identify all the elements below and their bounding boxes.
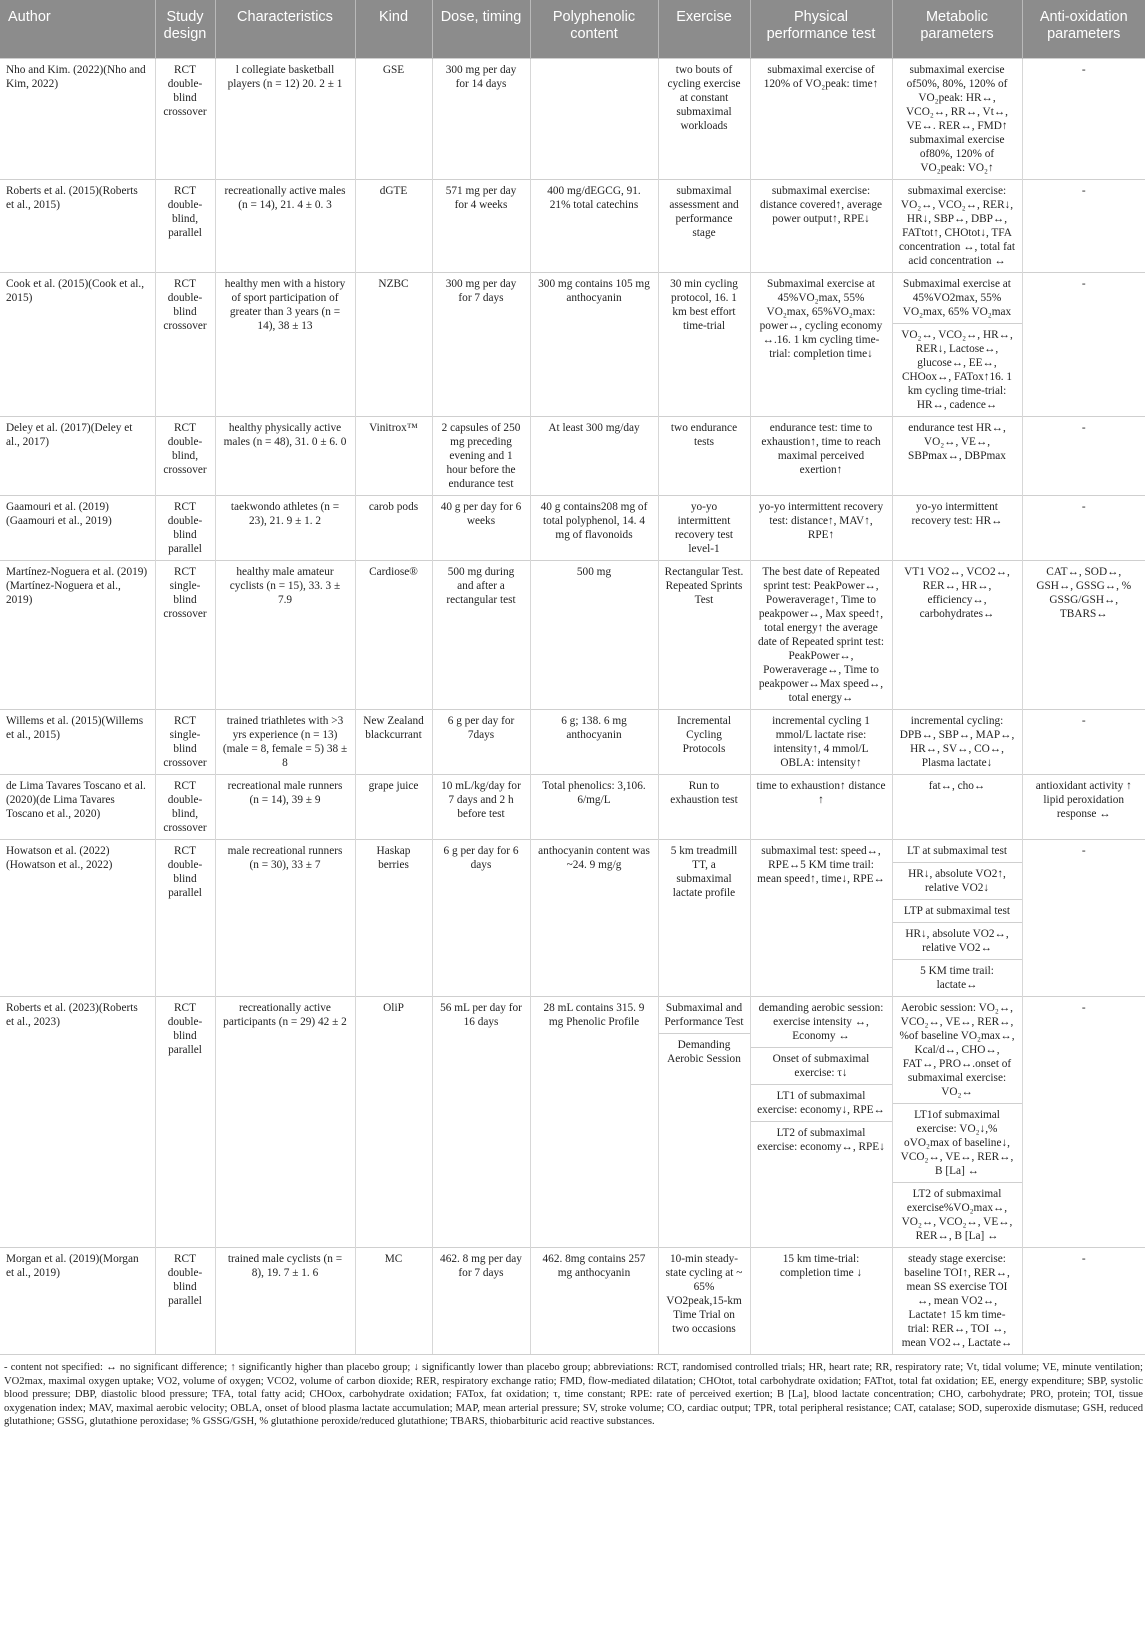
cell-metabolic-parameters-part: Aerobic session: VO₂↔, VCO₂↔, VE↔, RER↔, %of baseline VO₂max↔, Kcal/d↔, CHO↔, FAT↔, PRO↔.onset of submaximal exercise: VO₂↔	[899, 1002, 1015, 1098]
cell-characteristics: trained male cyclists (n = 8), 19. 7 ± 1. 6	[215, 1248, 355, 1355]
cell-dose-timing: 500 mg during and after a rectangular test	[432, 561, 530, 710]
cell-study-design: RCT double-blind crossover	[155, 59, 215, 180]
cell-metabolic-parameters-part: endurance test HR↔, VO₂↔, VE↔, SBPmax↔, DBPmax	[908, 422, 1006, 462]
table-row	[0, 997, 1145, 1248]
cell-polyphenolic-content: anthocyanin content was ~24. 9 mg/g	[530, 840, 658, 997]
cell-study-design: RCT double-blind parallel	[155, 496, 215, 561]
cell-kind: grape juice	[355, 775, 432, 840]
cell-metabolic-parameters-part: HR↓, absolute VO2↔, relative VO2↔	[893, 922, 1022, 959]
cell-metabolic-parameters-part: Submaximal exercise at 45%VO2max, 55% VO₂max, 65% VO₂max	[902, 278, 1012, 318]
cell-exercise-part: Demanding Aerobic Session	[659, 1033, 750, 1070]
cell-kind: Vinitrox™	[355, 417, 432, 496]
table-footnote: - content not specified: ↔ no significant difference; ↑ significantly higher than placebo group; ↓ significantly lower than placebo group; abbreviations: RCT, randomised controlled trials; HR, heart rate; RR, respiratory rate; Vt, tidal volume; VE, minute ventilation; VO2max, maximal oxygen uptake; VO2, volume of oxygen; VCO2, volume of carbon dioxide; RER, respiratory exchange ratio; FMD, flow-mediated dilatation; CHOtot, total carbohydrate oxidation; FATtot, total fat oxidation; EE, energy expenditure; SBP, systolic blood pressure; DBP, diastolic blood pressure; TFA, total fatty acid; CHOox, carbohydrate oxidation; FATox, fat oxidation; τ, time constant; RPE: rate of perceived exertion; B [La], blood lactate concentration; CHO, carbohydrate; PRO, protein; TOI, tissue oxygenation index; MAV, maximal aerobic velocity; OBLA, onset of blood plasma lactate accumulation; MAP, mean arterial pressure; SV, stroke volume; CO, cardiac output; TPR, total peripheral resistance; CAT, catalase; SOD, superoxide dismutase; GSH, reduced glutathione; GSSG, glutathione peroxidase; % GSSG/GSH, % glutathione peroxide/reduced glutathione; TBARS, thiobarbituric acid reactive substances.	[0, 1354, 1145, 1429]
cell-study-design: RCT double-blind parallel	[155, 840, 215, 997]
cell-dose-timing: 300 mg per day for 14 days	[432, 59, 530, 180]
cell-polyphenolic-content: 400 mg/dEGCG, 91. 21% total catechins	[530, 180, 658, 273]
cell-metabolic-parameters-part: LT1of submaximal exercise: VO₂↓,% oVO₂max of baseline↓, VCO₂↔, VE↔, RER↔, B [La] ↔	[893, 1103, 1022, 1182]
cell-polyphenolic-content: Total phenolics: 3,106. 6/mg/L	[530, 775, 658, 840]
cell-study-design: RCT double-blind parallel	[155, 997, 215, 1248]
cell-author: Martínez-Noguera et al. (2019)(Martínez-Noguera et al., 2019)	[0, 561, 155, 710]
cell-antioxidation-parameters: -	[1022, 496, 1145, 561]
cell-polyphenolic-content: 300 mg contains 105 mg anthocyanin	[530, 273, 658, 417]
cell-physical-performance	[750, 273, 892, 417]
cell-exercise: 30 min cycling protocol, 16. 1 km best effort time-trial	[658, 273, 750, 417]
table-row	[0, 1248, 1145, 1355]
cell-author: Roberts et al. (2015)(Roberts et al., 2015)	[0, 180, 155, 273]
cell-author: Nho and Kim. (2022)(Nho and Kim, 2022)	[0, 59, 155, 180]
cell-exercise: submaximal assessment and performance stage	[658, 180, 750, 273]
cell-physical-performance-part: Onset of submaximal exercise: τ↓	[751, 1047, 892, 1084]
cell-antioxidation-parameters: -	[1022, 997, 1145, 1248]
cell-kind: NZBC	[355, 273, 432, 417]
cell-characteristics: healthy physically active males (n = 48), 31. 0 ± 6. 0	[215, 417, 355, 496]
cell-characteristics: l collegiate basketball players (n = 12) 20. 2 ± 1	[215, 59, 355, 180]
header-author: Author	[0, 0, 155, 59]
cell-exercise-part: Submaximal and Performance Test	[664, 1002, 744, 1028]
cell-kind: Cardiose®	[355, 561, 432, 710]
cell-physical-performance-part: submaximal exercise: distance covered↑, average power output↑, RPE↓	[760, 185, 882, 225]
table-row	[0, 273, 1145, 417]
cell-physical-performance-part: The best date of Repeated sprint test: PeakPower↔, Poweraverage↑, Time to peakpower↔, Max speed↑, total energy↑ the average date of Repeated sprint test: PeakPower↔, Poweraverage↔, Time to peakpower↔Max speed↔, total energy↔	[757, 566, 885, 704]
cell-metabolic-parameters-part: LT at submaximal test	[906, 845, 1008, 857]
cell-kind: dGTE	[355, 180, 432, 273]
cell-physical-performance-part: endurance test: time to exhaustion↑, time to reach maximal perceived exertion↑	[761, 422, 881, 476]
header-antioxidation-parameters: Anti-oxidation parameters	[1022, 0, 1145, 59]
cell-characteristics: recreational male runners (n = 14), 39 ± 9	[215, 775, 355, 840]
cell-metabolic-parameters-part: submaximal exercise of50%, 80%, 120% of VO₂peak: HR↔, VCO₂↔, RR↔, Vt↔, VE↔. RER↔, FMD↑ submaximal exercise of80%, 120% of VO₂peak: VO₂↑	[906, 64, 1008, 174]
cell-study-design: RCT double-blind crossover	[155, 273, 215, 417]
cell-physical-performance	[750, 561, 892, 710]
cell-author: Gaamouri et al. (2019)(Gaamouri et al., 2019)	[0, 496, 155, 561]
cell-characteristics: male recreational runners (n = 30), 33 ± 7	[215, 840, 355, 997]
cell-author: Morgan et al. (2019)(Morgan et al., 2019)	[0, 1248, 155, 1355]
cell-exercise: yo-yo intermittent recovery test level-1	[658, 496, 750, 561]
cell-antioxidation-parameters: -	[1022, 180, 1145, 273]
cell-physical-performance	[750, 180, 892, 273]
cell-antioxidation-parameters: -	[1022, 710, 1145, 775]
cell-physical-performance-part: demanding aerobic session: exercise intensity ↔, Economy ↔	[758, 1002, 884, 1042]
header-exercise: Exercise	[658, 0, 750, 59]
cell-antioxidation-parameters: antioxidant activity ↑ lipid peroxidation response ↔	[1022, 775, 1145, 840]
cell-metabolic-parameters-part: VO₂↔, VCO₂↔, HR↔, RER↓, Lactose↔, glucose↔, EE↔, CHOox↔, FATox↑16. 1 km cycling time-trial: HR↔, cadence↔	[893, 323, 1022, 416]
cell-metabolic-parameters-part: LTP at submaximal test	[893, 899, 1022, 922]
cell-physical-performance	[750, 997, 892, 1248]
cell-metabolic-parameters	[892, 59, 1022, 180]
cell-characteristics: recreationally active participants (n = 29) 42 ± 2	[215, 997, 355, 1248]
cell-physical-performance-part: LT2 of submaximal exercise: economy↔, RPE↓	[751, 1121, 892, 1158]
cell-study-design: RCT double-blind, parallel	[155, 180, 215, 273]
cell-exercise: two bouts of cycling exercise at constant submaximal workloads	[658, 59, 750, 180]
cell-dose-timing: 6 g per day for 6 days	[432, 840, 530, 997]
cell-exercise: Rectangular Test. Repeated Sprints Test	[658, 561, 750, 710]
cell-polyphenolic-content	[530, 59, 658, 180]
cell-antioxidation-parameters: -	[1022, 417, 1145, 496]
cell-metabolic-parameters	[892, 840, 1022, 997]
cell-kind: OliP	[355, 997, 432, 1248]
cell-polyphenolic-content: 28 mL contains 315. 9 mg Phenolic Profile	[530, 997, 658, 1248]
header-row	[0, 0, 1145, 59]
cell-polyphenolic-content: 6 g; 138. 6 mg anthocyanin	[530, 710, 658, 775]
cell-kind: New Zealand blackcurrant	[355, 710, 432, 775]
cell-dose-timing: 10 mL/kg/day for 7 days and 2 h before test	[432, 775, 530, 840]
cell-polyphenolic-content: 40 g contains208 mg of total polyphenol, 14. 4 mg of flavonoids	[530, 496, 658, 561]
cell-metabolic-parameters-part: incremental cycling: DPB↔, SBP↔, MAP↔, HR↔, SV↔, CO↔, Plasma lactate↓	[899, 715, 1015, 769]
cell-kind: MC	[355, 1248, 432, 1355]
cell-dose-timing: 56 mL per day for 16 days	[432, 997, 530, 1248]
cell-characteristics: healthy men with a history of sport participation of greater than 3 years (n = 14), 38 ± 13	[215, 273, 355, 417]
table-row	[0, 710, 1145, 775]
cell-author: Willems et al. (2015)(Willems et al., 2015)	[0, 710, 155, 775]
header-physical-performance-test: Physical performance test	[750, 0, 892, 59]
cell-characteristics: recreationally active males (n = 14), 21. 4 ± 0. 3	[215, 180, 355, 273]
cell-exercise: Run to exhaustion test	[658, 775, 750, 840]
table-row	[0, 496, 1145, 561]
table-row	[0, 417, 1145, 496]
cell-physical-performance	[750, 496, 892, 561]
cell-antioxidation-parameters: CAT↔, SOD↔, GSH↔, GSSG↔, % GSSG/GSH↔, TBARS↔	[1022, 561, 1145, 710]
header-study-design: Study design	[155, 0, 215, 59]
cell-dose-timing: 571 mg per day for 4 weeks	[432, 180, 530, 273]
cell-physical-performance-part: time to exhaustion↑ distance ↑	[756, 780, 886, 806]
cell-study-design: RCT single-blind crossover	[155, 710, 215, 775]
cell-study-design: RCT single-blind crossover	[155, 561, 215, 710]
cell-metabolic-parameters-part: HR↓, absolute VO2↑, relative VO2↓	[893, 862, 1022, 899]
cell-dose-timing: 300 mg per day for 7 days	[432, 273, 530, 417]
cell-physical-performance-part: Submaximal exercise at 45%VO₂max, 55% VO₂max, 65%VO₂max: power↔, cycling economy ↔.16. 1 km cycling time-trial: completion time↓	[759, 278, 883, 360]
cell-dose-timing: 462. 8 mg per day for 7 days	[432, 1248, 530, 1355]
cell-study-design: RCT double-blind, crossover	[155, 775, 215, 840]
cell-polyphenolic-content: 462. 8mg contains 257 mg anthocyanin	[530, 1248, 658, 1355]
cell-physical-performance	[750, 840, 892, 997]
cell-study-design: RCT double-blind parallel	[155, 1248, 215, 1355]
cell-metabolic-parameters	[892, 1248, 1022, 1355]
cell-polyphenolic-content: At least 300 mg/day	[530, 417, 658, 496]
cell-characteristics: healthy male amateur cyclists (n = 15), 33. 3 ± 7.9	[215, 561, 355, 710]
cell-metabolic-parameters	[892, 775, 1022, 840]
cell-metabolic-parameters-part: VT1 VO2↔, VCO2↔, RER↔, HR↔, efficiency↔, carbohydrates↔	[904, 566, 1010, 620]
header-metabolic-parameters: Metabolic parameters	[892, 0, 1022, 59]
cell-metabolic-parameters-part: yo-yo intermittent recovery test: HR↔	[911, 501, 1003, 527]
cell-metabolic-parameters-part: LT2 of submaximal exercise%VO₂max↔, VO₂↔, VCO₂↔, VE↔, RER↔, B [La] ↔	[893, 1182, 1022, 1247]
cell-physical-performance	[750, 1248, 892, 1355]
cell-physical-performance-part: LT1 of submaximal exercise: economy↓, RPE↔	[751, 1084, 892, 1121]
cell-metabolic-parameters-part: 5 KM time trail: lactate↔	[893, 959, 1022, 996]
cell-metabolic-parameters	[892, 997, 1022, 1248]
table-row	[0, 180, 1145, 273]
cell-exercise: 10-min steady-state cycling at ~ 65% VO2peak,15-km Time Trial on two occasions	[658, 1248, 750, 1355]
cell-exercise: 5 km treadmill TT, a submaximal lactate profile	[658, 840, 750, 997]
table-row	[0, 561, 1145, 710]
cell-polyphenolic-content: 500 mg	[530, 561, 658, 710]
cell-dose-timing: 2 capsules of 250 mg preceding evening and 1 hour before the endurance test	[432, 417, 530, 496]
cell-characteristics: taekwondo athletes (n = 23), 21. 9 ± 1. 2	[215, 496, 355, 561]
table-row	[0, 59, 1145, 180]
cell-metabolic-parameters	[892, 273, 1022, 417]
cell-author: Cook et al. (2015)(Cook et al., 2015)	[0, 273, 155, 417]
cell-author: Roberts et al. (2023)(Roberts et al., 2023)	[0, 997, 155, 1248]
cell-exercise: two endurance tests	[658, 417, 750, 496]
cell-dose-timing: 6 g per day for 7days	[432, 710, 530, 775]
cell-author: de Lima Tavares Toscano et al. (2020)(de Lima Tavares Toscano et al., 2020)	[0, 775, 155, 840]
cell-antioxidation-parameters: -	[1022, 59, 1145, 180]
cell-metabolic-parameters-part: submaximal exercise: VO₂↔, VCO₂↔, RER↓, HR↓, SBP↔, DBP↔, FATtot↑, CHOtot↓, TFA concentration ↔, total fat acid concentration ↔	[898, 185, 1016, 267]
cell-physical-performance-part: incremental cycling 1 mmol/L lactate rise: intensity↑, 4 mmol/L OBLA: intensity↑	[772, 715, 870, 769]
table-row	[0, 840, 1145, 997]
cell-physical-performance-part: 15 km time-trial: completion time ↓	[779, 1253, 863, 1279]
header-characteristics: Characteristics	[215, 0, 355, 59]
cell-physical-performance-part: submaximal test: speed↔, RPE↔5 KM time trail: mean speed↑, time↓, RPE↔	[757, 845, 885, 885]
cell-characteristics: trained triathletes with >3 yrs experience (n = 13) (male = 8, female = 5) 38 ± 8	[215, 710, 355, 775]
header-polyphenolic-content: Polyphenolic content	[530, 0, 658, 59]
cell-metabolic-parameters	[892, 710, 1022, 775]
table-row	[0, 775, 1145, 840]
cell-antioxidation-parameters: -	[1022, 273, 1145, 417]
cell-physical-performance	[750, 775, 892, 840]
cell-dose-timing: 40 g per day for 6 weeks	[432, 496, 530, 561]
header-kind: Kind	[355, 0, 432, 59]
cell-metabolic-parameters	[892, 417, 1022, 496]
header-dose-timing: Dose, timing	[432, 0, 530, 59]
cell-metabolic-parameters	[892, 180, 1022, 273]
cell-kind: Haskap berries	[355, 840, 432, 997]
cell-physical-performance-part: yo-yo intermittent recovery test: distance↑, MAV↑, RPE↑	[758, 501, 884, 541]
cell-exercise	[658, 997, 750, 1248]
cell-antioxidation-parameters: -	[1022, 1248, 1145, 1355]
cell-author: Howatson et al. (2022)(Howatson et al., 2022)	[0, 840, 155, 997]
cell-antioxidation-parameters: -	[1022, 840, 1145, 997]
cell-exercise: Incremental Cycling Protocols	[658, 710, 750, 775]
cell-physical-performance	[750, 710, 892, 775]
cell-metabolic-parameters	[892, 561, 1022, 710]
cell-physical-performance	[750, 417, 892, 496]
cell-metabolic-parameters-part: steady stage exercise: baseline TOI↑, RER↔, mean SS exercise TOI ↔, mean VO2↔, Lactate↑ 15 km time-trial: RER↔, TOI ↔, mean VO2↔, Lactate↔	[901, 1253, 1013, 1349]
cell-author: Deley et al. (2017)(Deley et al., 2017)	[0, 417, 155, 496]
cell-kind: GSE	[355, 59, 432, 180]
cell-physical-performance	[750, 59, 892, 180]
cell-study-design: RCT double-blind, crossover	[155, 417, 215, 496]
cell-kind: carob pods	[355, 496, 432, 561]
cell-metabolic-parameters	[892, 496, 1022, 561]
cell-metabolic-parameters-part: fat↔, cho↔	[928, 780, 986, 792]
cell-physical-performance-part: submaximal exercise of 120% of VO₂peak: time↑	[763, 64, 879, 90]
